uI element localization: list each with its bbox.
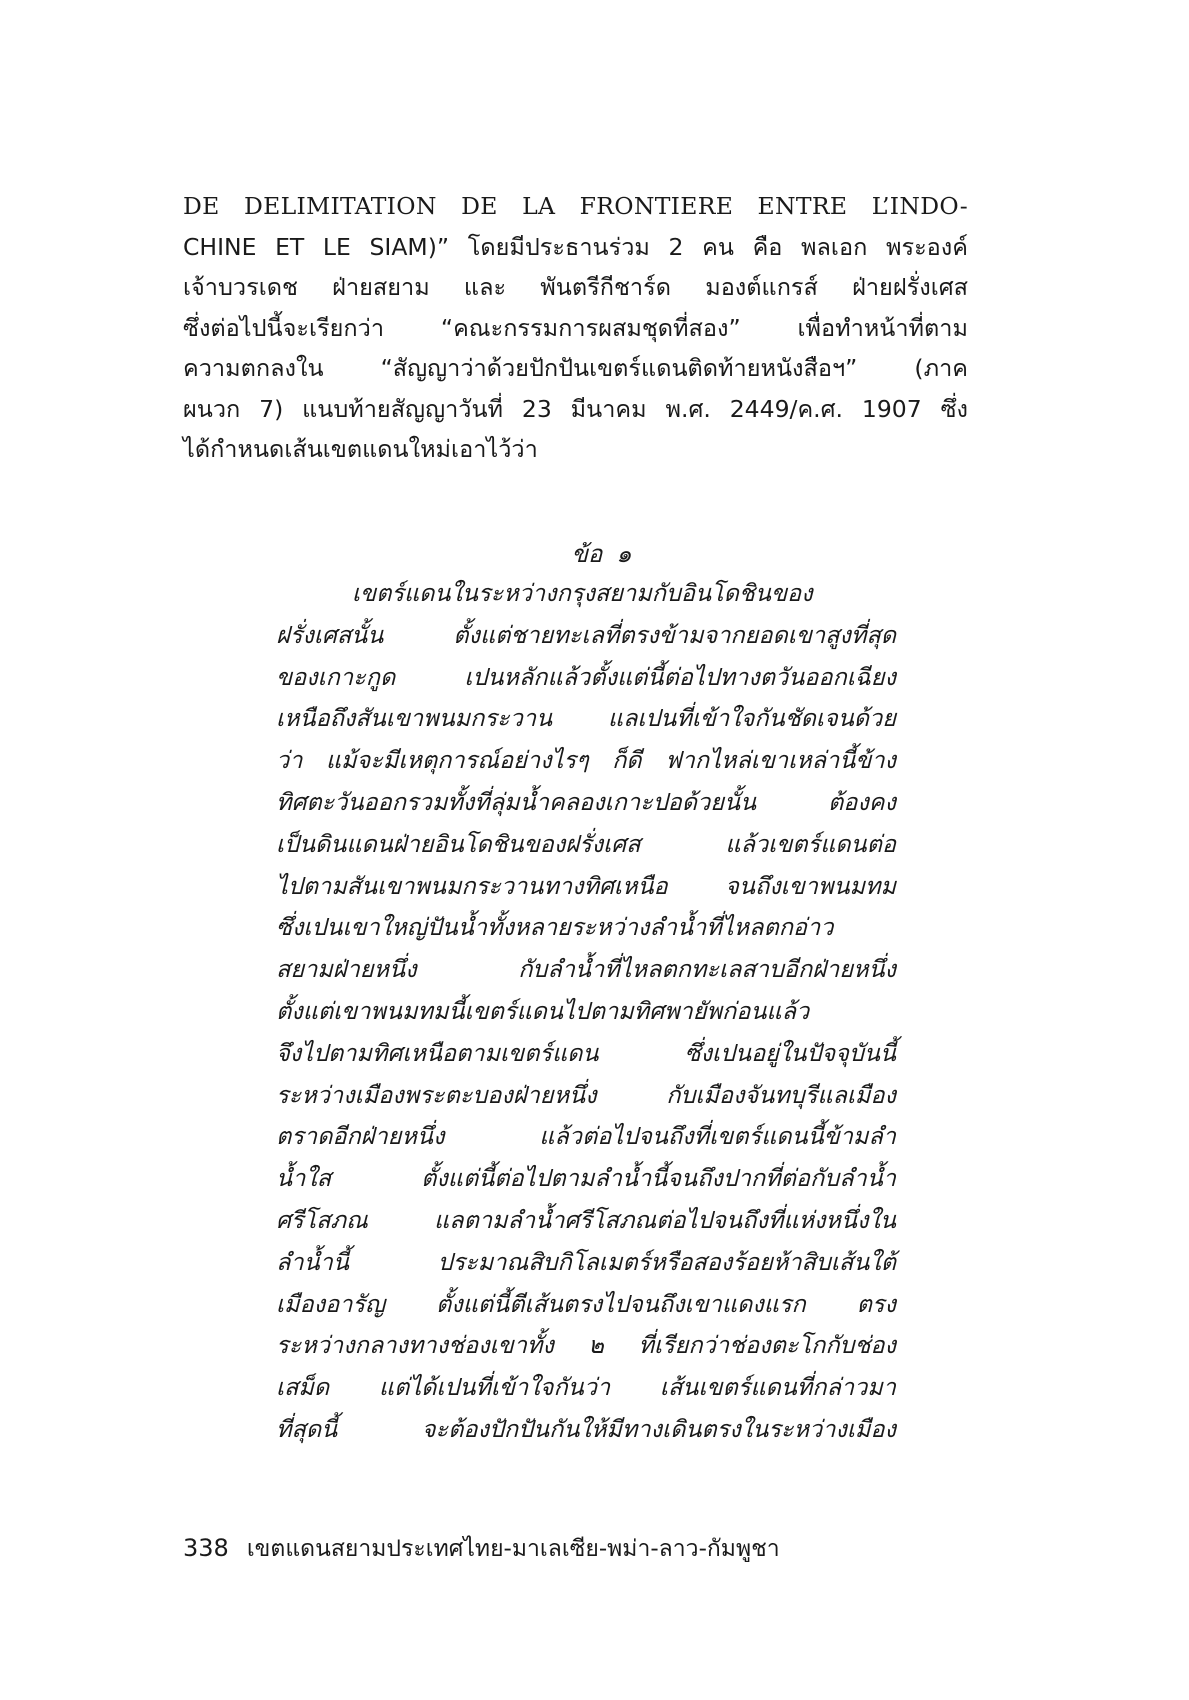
- article-number: ๑: [616, 540, 632, 568]
- quote-line: ฝรั่งเศสนั้น ตั้งแต่ชายทะเลที่ตรงข้ามจากยอดเขาสูงที่สุด: [276, 620, 896, 649]
- intro-paragraph: [183, 186, 968, 470]
- intro-line-1: DE DELIMITATION DE LA FRONTIERE ENTRE L’INDO-: [183, 192, 968, 220]
- quote-line: เหนือถึงสันเขาพนมกระวาน แลเปนที่เข้าใจกันชัดเจนด้วย: [276, 704, 896, 733]
- intro-line-5: ความตกลงใน “สัญญาว่าด้วยปักปันเขตร์แดนติดท้ายหนังสือฯ” (ภาค: [183, 354, 968, 382]
- quote-line: เมืองอารัญ ตั้งแต่นี้ตีเส้นตรงไปจนถึงเขาแดงแรก ตรง: [276, 1289, 896, 1318]
- quote-line: เสม็ด แต่ได้เปนที่เข้าใจกันว่า เส้นเขตร์แดนที่กล่าวมา: [276, 1373, 896, 1402]
- article-word: ข้อ: [571, 540, 603, 568]
- intro-line-3: เจ้าบวรเดช ฝ่ายสยาม และ พันตรีกีชาร์ด มองต์แกรส์ ฝ่ายฝรั่งเศส: [183, 273, 968, 301]
- quote-line: จึงไปตามทิศเหนือตามเขตร์แดน ซึ่งเปนอยู่ในปัจจุบันนี้: [276, 1038, 896, 1067]
- quote-line: ไปตามสันเขาพนมกระวานทางทิศเหนือ จนถึงเขาพนมทม: [276, 871, 896, 900]
- treaty-quote: [276, 573, 896, 1451]
- intro-line-2: CHINE ET LE SIAM)” โดยมีประธานร่วม 2 คน คือ พลเอก พระองค์: [183, 232, 968, 261]
- quote-line: น้ำใส ตั้งแต่นี้ต่อไปตามลำน้ำนี้จนถึงปากที่ต่อกับลำน้ำ: [276, 1164, 896, 1193]
- quote-line: เขตร์แดนในระหว่างกรุงสยามกับอินโดชินของ: [352, 579, 813, 607]
- quote-line: ทิศตะวันออกรวมทั้งที่ลุ่มน้ำคลองเกาะปอด้วยนั้น ต้องคง: [276, 787, 896, 816]
- quote-line: ตั้งแต่เขาพนมทมนี้เขตร์แดนไปตามทิศพายัพก่อนแล้ว: [276, 996, 810, 1025]
- quote-line: ซึ่งเปนเขาใหญ่ปันน้ำทั้งหลายระหว่างลำน้ำที่ไหลตกอ่าว: [276, 913, 834, 942]
- quote-line: ของเกาะกูด เปนหลักแล้วตั้งแต่นี้ต่อไปทางตวันออกเฉียง: [276, 662, 896, 691]
- quote-line: ที่สุดนี้ จะต้องปักปันกันให้มีทางเดินตรงในระหว่างเมือง: [276, 1414, 896, 1443]
- quote-line: ระหว่างกลางทางช่องเขาทั้ง ๒ ที่เรียกว่าช่องตะโกกับช่อง: [276, 1331, 896, 1360]
- article-heading: [0, 536, 1189, 572]
- quote-line: ลำน้ำนี้ ประมาณสิบกิโลเมตร์หรือสองร้อยห้าสิบเส้นใต้: [276, 1247, 896, 1276]
- intro-line-6: ผนวก 7) แนบท้ายสัญญาวันที่ 23 มีนาคม พ.ศ. 2449/ค.ศ. 1907 ซึ่ง: [183, 394, 968, 423]
- quote-line: เป็นดินแดนฝ่ายอินโดชินของฝรั่งเศส แล้วเขตร์แดนต่อ: [276, 829, 896, 858]
- quote-line: ศรีโสภณ แลตามลำน้ำศรีโสภณต่อไปจนถึงที่แห่งหนึ่งใน: [276, 1205, 896, 1234]
- intro-line-7: ได้กำหนดเส้นเขตแดนใหม่เอาไว้ว่า: [183, 435, 538, 463]
- page-number: 338: [183, 1534, 229, 1562]
- book-title: เขตแดนสยามประเทศไทย-มาเลเซีย-พม่า-ลาว-กัมพูชา: [246, 1536, 780, 1562]
- page-footer: [183, 1532, 780, 1565]
- quote-line: ตราดอีกฝ่ายหนึ่ง แล้วต่อไปจนถึงที่เขตร์แดนนี้ข้ามลำ: [276, 1122, 896, 1151]
- quote-line: ว่า แม้จะมีเหตุการณ์อย่างไรๆ ก็ดี ฟากไหล่เขาเหล่านี้ข้าง: [276, 746, 896, 775]
- intro-line-4: ซึ่งต่อไปนี้จะเรียกว่า “คณะกรรมการผสมชุดที่สอง” เพื่อทำหน้าที่ตาม: [183, 313, 968, 342]
- quote-line: ระหว่างเมืองพระตะบองฝ่ายหนึ่ง กับเมืองจันทบุรีแลเมือง: [276, 1080, 896, 1109]
- quote-line: สยามฝ่ายหนึ่ง กับลำน้ำที่ไหลตกทะเลสาบอีกฝ่ายหนึ่ง: [276, 955, 896, 984]
